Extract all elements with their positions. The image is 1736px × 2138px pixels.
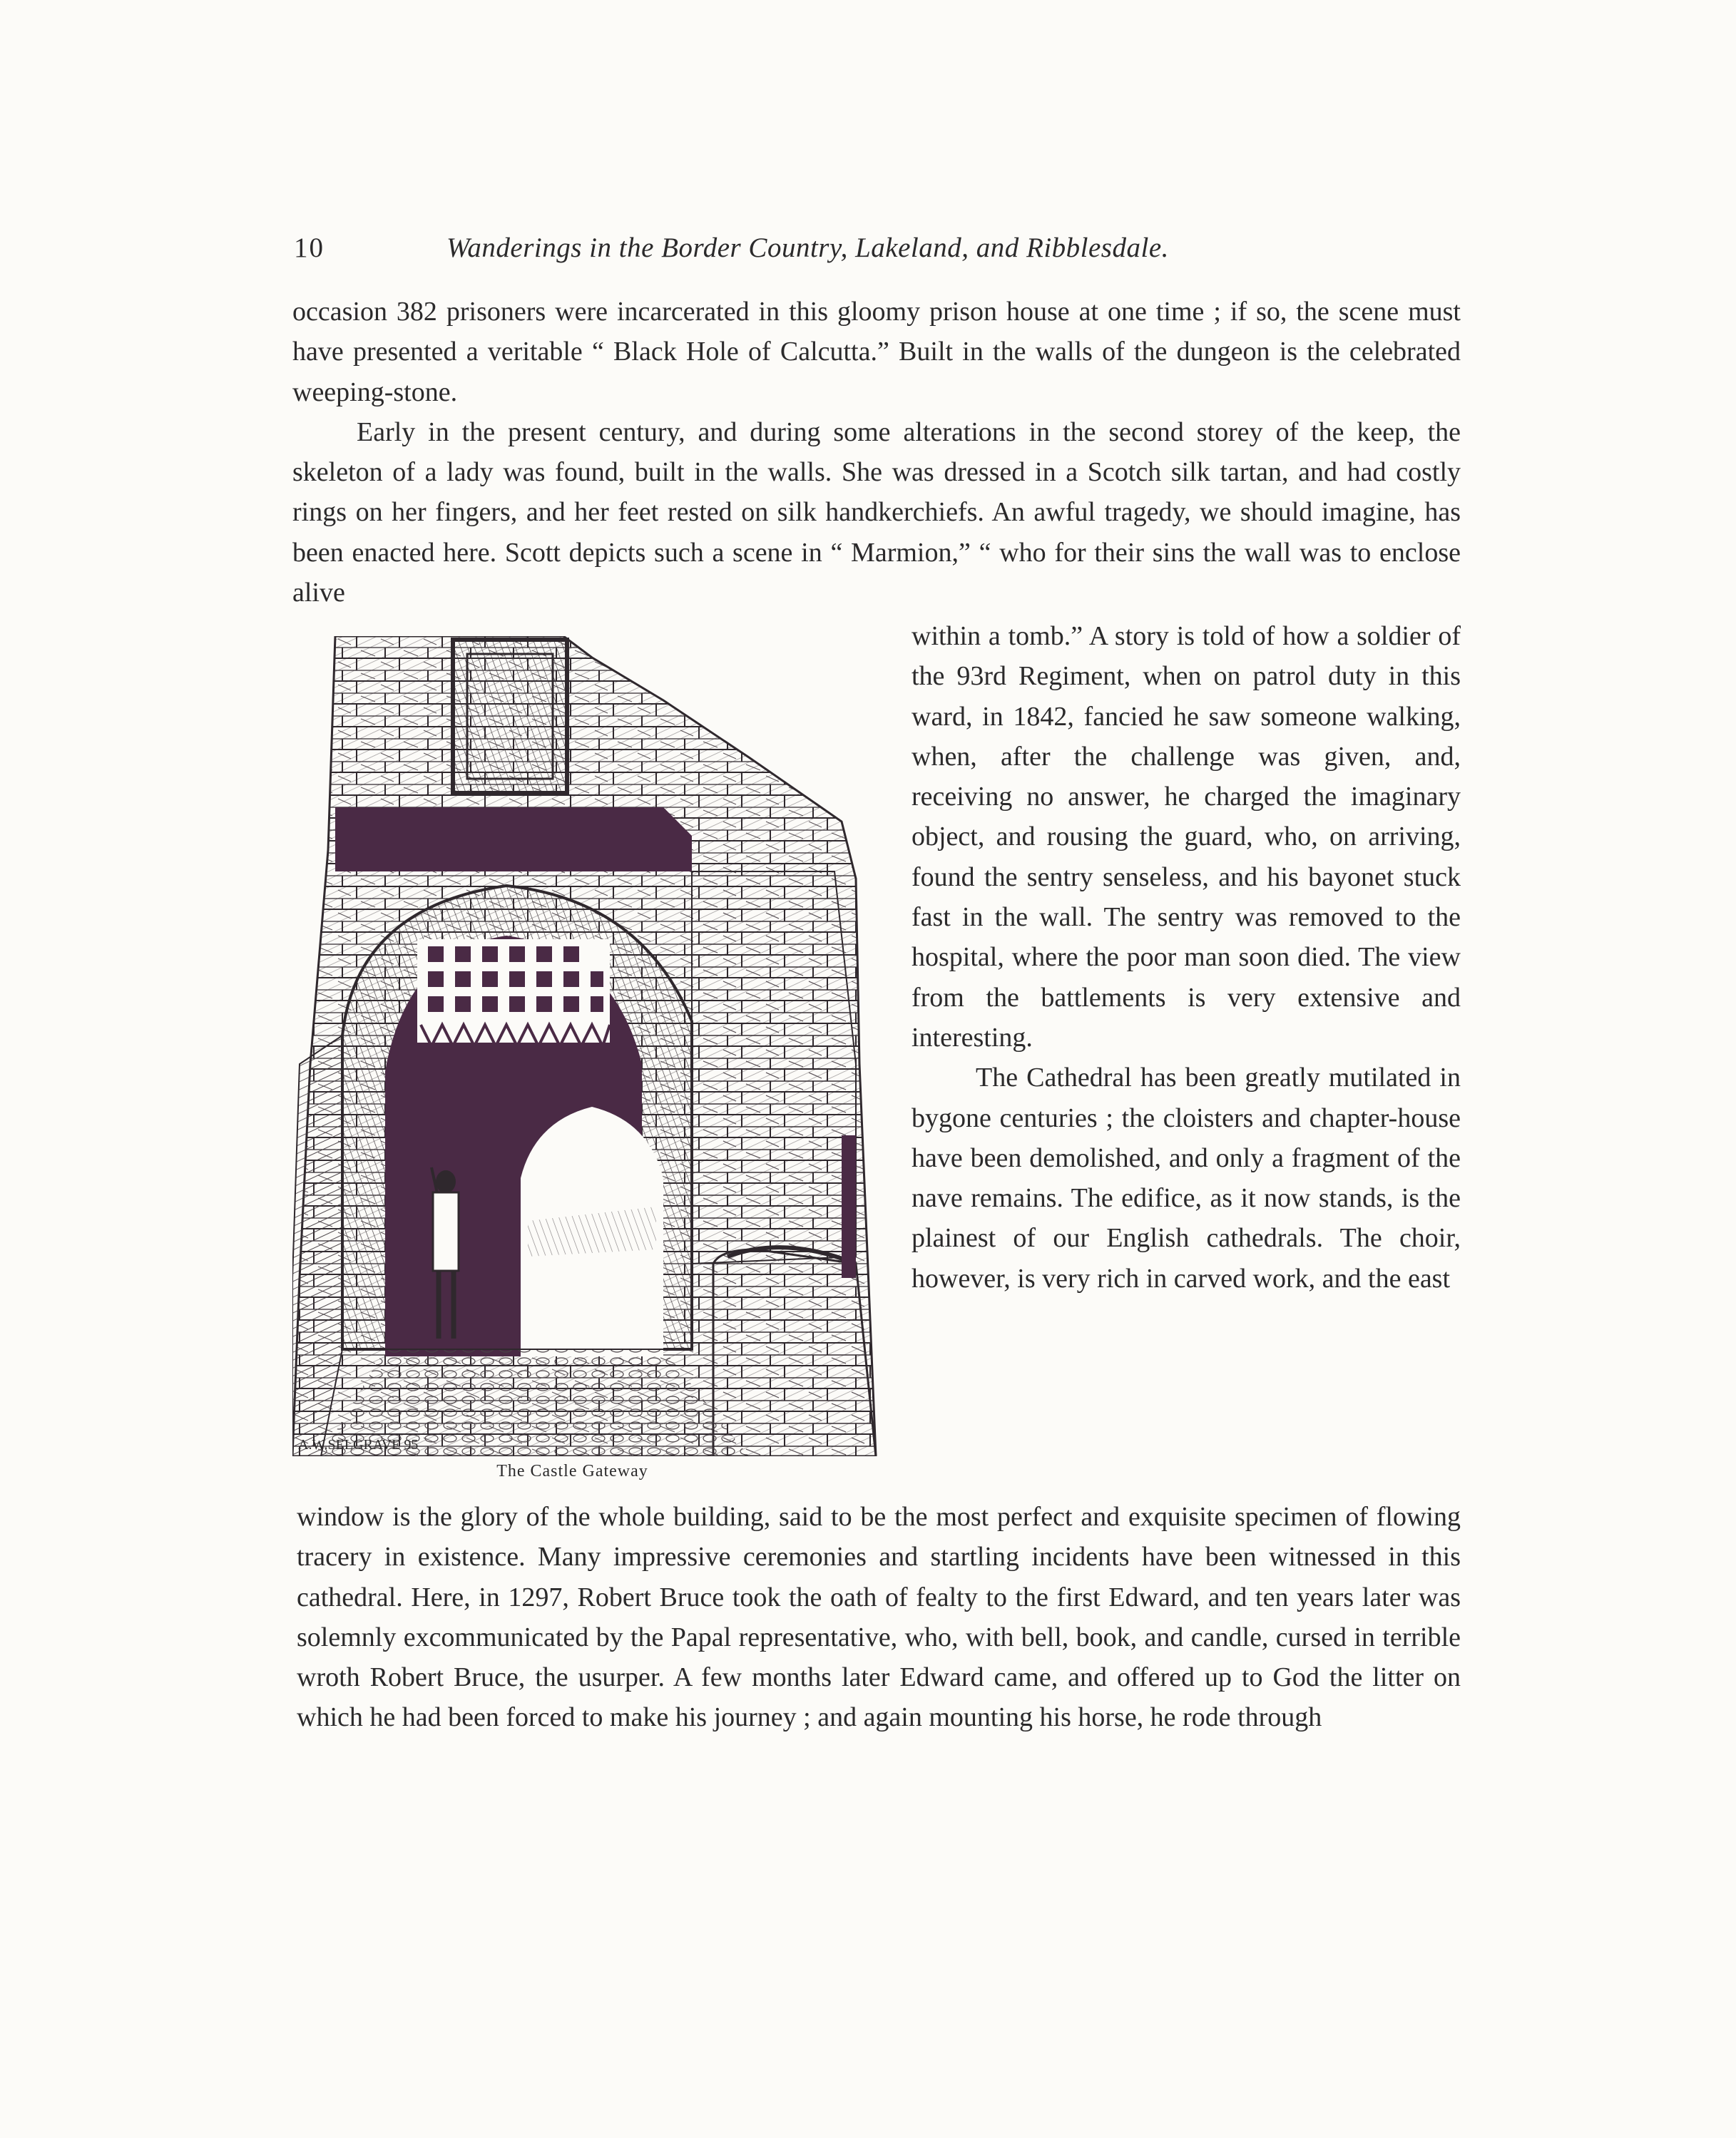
illustration-caption: The Castle Gateway <box>496 1462 648 1480</box>
castle-gateway-illustration <box>292 636 883 1456</box>
paragraph-sentry: within a tomb.” A story is told of how a soldier of the 93rd Regiment, when on patrol duty in this ward, in 1842, fancied he saw someone walking, when, after the challenge was given, and, receiving no answer, he charged the imaginary object, and rousing the guard, who, on arriving, found the sentry senseless, and his bayonet stuck fast in the wall. The sentry was removed to the hospital, where the poor man soon died. The view from the battlements is very extensive and interesting. <box>912 621 1461 1053</box>
paragraph-skeleton: Early in the present century, and during some alterations in the second storey of the keep, the skeleton of a lady was found, built in the walls. She was dressed in a Scotch silk tartan, and had costly rings on her fingers, and her feet rested on silk handkerchiefs. An awful tragedy, we should imagine, has been enacted here. Scott depicts such a scene in “ Marmion,” “ who for their sins the wall was to enclose alive <box>292 416 1461 608</box>
portcullis <box>417 939 610 1046</box>
side-text-block <box>912 616 1461 1299</box>
running-title: Wanderings in the Border Country, Lakeland, and Ribblesdale. <box>446 232 1169 263</box>
paragraph-prison-house: occasion 382 prisoners were incarcerated in this gloomy prison house at one time ; if so, the scene must have presented a veritable “ Black Hole of Calcutta.” Built in the walls of the dungeon is the celebrated weeping-stone. <box>292 297 1461 407</box>
top-text-block <box>292 292 1461 613</box>
page-header <box>294 227 1461 270</box>
page-number: 10 <box>294 232 325 263</box>
paragraph-robert-bruce: window is the glory of the whole building, said to be the most perfect and exquisite specimen of flowing tracery in existence. Many impressive ceremonies and startling incidents have been witnessed in this cathedral. Here, in 1297, Robert Bruce took the oath of fealty to the first Edward, and ten years later was solemnly excommunicated by the Papal representative, who, with bell, book, and candle, cursed in terrible wroth Robert Bruce, the usurper. A few months later Edward came, and offered up to God the litter on which he had been forced to make his journey ; and again mounting his horse, he rode through <box>297 1502 1461 1733</box>
artist-signature: A.W.SELGRAVE 95 <box>298 1437 419 1453</box>
paragraph-cathedral: The Cathedral has been greatly mutilated in bygone centuries ; the cloisters and chapter-house have been demolished, and only a fragment of the nave remains. The edifice, as it now stands, is the plainest of our English cathedrals. The choir, however, is very rich in carved work, and the east <box>912 1063 1461 1294</box>
gateway-etching <box>292 636 876 1456</box>
bottom-text-block <box>297 1497 1461 1738</box>
